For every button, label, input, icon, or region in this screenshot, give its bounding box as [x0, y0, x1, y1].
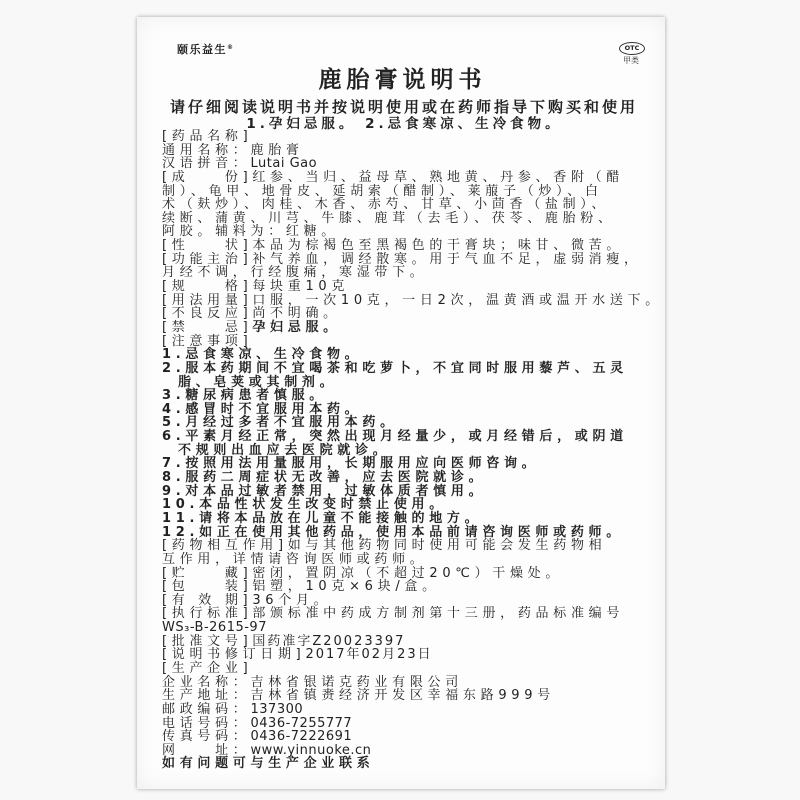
approval-number: 国药准字Z20023397: [252, 633, 406, 649]
document-title: 鹿胎膏说明书: [318, 67, 487, 93]
revision-label: [说明书修订日期]: [162, 647, 306, 663]
precaution-item-continued: 不规则出血应去医院就诊。: [178, 442, 391, 458]
precaution-item: 7.按照用法用量服用，长期服用应向医师咨询。: [162, 456, 540, 472]
ingredients-line: 阿胶。辅料为：红糖。: [162, 224, 340, 240]
description-value: 本品为棕褐色至黑褐色的干膏块；味甘、微苦。: [252, 238, 625, 254]
indications-text: 补气养血，调经散寒。用于气血不足，虚弱消瘦，: [252, 251, 642, 267]
website-label: 网 址：: [162, 742, 251, 758]
precaution-item: 11.请将本品放在儿童不能接触的地方。: [162, 510, 483, 526]
fax-row: [162, 730, 657, 744]
brand-logo: [177, 43, 233, 57]
contact-footer: 如有问题可与生产企业联系: [162, 756, 375, 772]
interactions-text: 如与其他药物同时使用可能会发生药物相: [287, 538, 607, 554]
drug-name-heading: [药品名称]: [162, 129, 253, 144]
interactions-row: [162, 539, 657, 553]
precaution-item: 3.糖尿病患者慎服。: [162, 388, 327, 404]
pinyin-row: [162, 157, 657, 171]
package-label: [包 装]: [162, 579, 253, 595]
approval-label: [批准文号]: [162, 633, 253, 649]
company-name-label: 企业名称：: [162, 674, 251, 690]
precaution-item: 9.对本品过敏者禁用，过敏体质者慎用。: [162, 483, 487, 499]
manufacturer-heading: [生产企业]: [162, 660, 253, 676]
storage-value: 密闭，置阴凉（不超过20℃）干燥处。: [252, 565, 564, 581]
precaution-item: 2.服本药期间不宜喝茶和吃萝卜，不宜同时服用藜芦、五灵: [162, 360, 628, 376]
ingredients-line: 术（麸炒）、肉桂、木香、赤芍、甘草、小茴香（盐制）、: [162, 197, 610, 213]
otc-label: OTC: [624, 44, 640, 52]
specification-label: [规 格]: [162, 279, 253, 295]
precaution-item: 12.如正在使用其他药品，使用本品前请咨询医师或药师。: [162, 524, 624, 540]
phone-label: 电话号码：: [162, 715, 251, 731]
postcode-label: 邮政编码：: [162, 701, 251, 717]
usage-notice: 请仔细阅读说明书并按说明使用或在药师指导下购买和使用: [169, 98, 638, 116]
postcode-value: 137300: [250, 701, 304, 717]
description-label: [性 状]: [162, 238, 253, 254]
adverse-reactions-row: [162, 307, 657, 321]
precaution-item-continued: 脂、皂荚或其制剂。: [178, 374, 338, 390]
dosage-value: 口服，一次10克，一日2次，温黄酒或温开水送下。: [252, 292, 663, 308]
precaution-item: 4.感冒时不宜服用本药。: [162, 401, 363, 417]
shelf-life-label: [有 效 期]: [162, 592, 253, 608]
standard-text: 部颁标准中药成方制剂第十三册，药品标准编号: [252, 606, 625, 622]
generic-name-label: 通用名称：: [162, 142, 251, 158]
specification-row: [162, 280, 657, 294]
dosage-label: [用法用量]: [162, 292, 253, 308]
ingredients-row: [162, 171, 657, 185]
package-value: 铝塑，10克×6块/盒。: [252, 579, 440, 595]
standard-label: [执行标准]: [162, 606, 253, 622]
otc-badge-icon: [619, 42, 645, 55]
otc-category: 甲类: [623, 56, 639, 65]
pinyin-label: 汉语拼音：: [162, 156, 251, 172]
standard-row: [162, 607, 657, 621]
leaflet-body: [162, 129, 663, 772]
precaution-item: 6.平素月经正常，突然出现月经量少，或月经错后，或阴道: [162, 429, 628, 445]
contraindications-row: [162, 321, 657, 335]
package-row: [162, 580, 657, 594]
interactions-line: 互作用，详情请咨询医师或药师。: [162, 551, 428, 567]
revision-row: [162, 648, 657, 662]
pinyin-value: Lutai Gao: [250, 156, 318, 172]
brand-name: 颐乐益生: [177, 43, 227, 56]
indications-line: 月经不调，行经腹痛，寒湿带下。: [162, 265, 428, 281]
description-row: [162, 239, 657, 253]
ingredients-text: 红参、当归、益母草、熟地黄、丹参、香附（醋: [252, 169, 625, 185]
precautions-heading: [注意事项]: [162, 333, 253, 349]
adverse-reactions-label: [不良反应]: [162, 306, 253, 322]
ingredients-label: [成 份]: [162, 169, 253, 185]
precaution-item: 1.忌食寒凉、生冷食物。: [162, 347, 363, 363]
phone-value: 0436-7255777: [250, 715, 353, 731]
postcode-row: [162, 703, 657, 717]
standard-code: WS₃-B-2615-97: [162, 620, 267, 636]
revision-date: 2017年02月23日: [305, 647, 433, 663]
key-warnings: 1.孕妇忌服。 2.忌食寒凉、生冷食物。: [246, 116, 563, 132]
company-address-value: 吉林省镇赉经济开发区幸福东路999号: [250, 688, 555, 704]
registered-mark: ®: [227, 44, 233, 51]
contraindications-label: [禁 忌]: [162, 319, 253, 335]
company-address-label: 生产地址：: [162, 688, 251, 704]
precaution-item: 10.本品性状发生改变时禁止使用。: [162, 497, 447, 513]
contraindications-value: 孕妇忌服。: [252, 319, 341, 335]
adverse-reactions-value: 尚不明确。: [252, 306, 341, 322]
interactions-label: [药物相互作用]: [162, 538, 288, 554]
precaution-item: 8.服药二周症状无改善，应去医院就诊。: [162, 470, 487, 486]
generic-name-value: 鹿胎膏: [250, 142, 304, 158]
ingredients-line: 续断、蒲黄、川芎、牛膝、鹿茸（去毛）、茯苓、鹿胎粉、: [162, 210, 616, 226]
fax-value: 0436-7222691: [250, 729, 353, 745]
company-name-value: 吉林省银诺克药业有限公司: [250, 674, 463, 690]
phone-row: [162, 717, 657, 731]
ingredients-line: 制）、龟甲、地骨皮、延胡索（醋制）、莱菔子（炒）、白: [162, 183, 603, 199]
shelf-life-value: 36个月。: [252, 592, 332, 608]
storage-label: [贮 藏]: [162, 565, 253, 581]
precaution-item: 5.月经过多者不宜服用本药。: [162, 415, 398, 431]
specification-value: 每块重10克: [252, 279, 350, 295]
company-address-row: [162, 689, 657, 703]
indications-label: [功能主治]: [162, 251, 253, 267]
website-value: www.yinnuoke.cn: [250, 742, 372, 758]
fax-label: 传真号码：: [162, 729, 251, 745]
